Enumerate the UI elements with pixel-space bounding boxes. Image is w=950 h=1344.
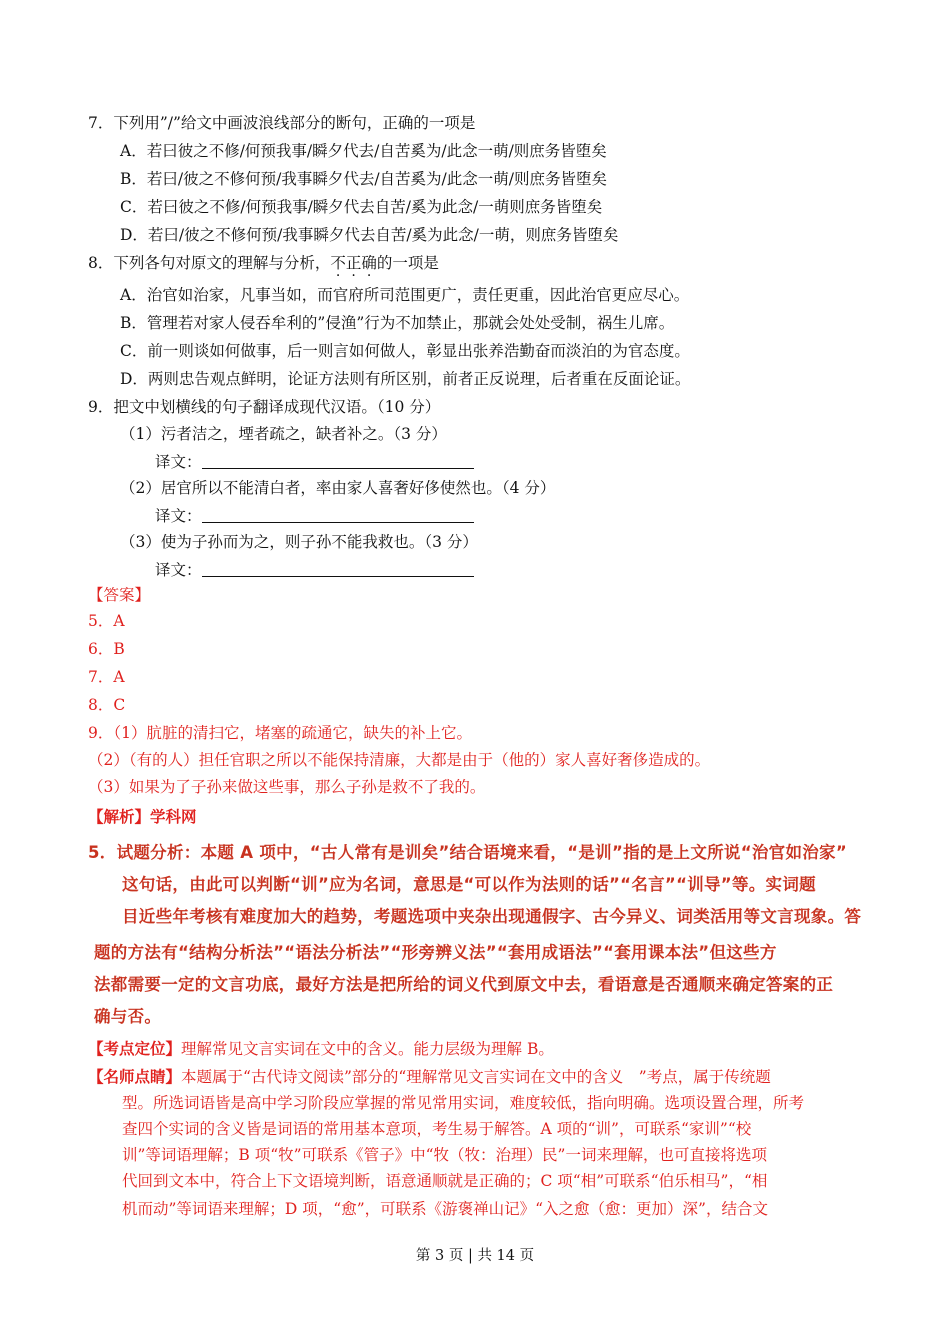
- analysis-scan-line: 5．试题分析：本题 A 项中，“古人常有是训矣”结合语境来看，“是训”指的是上文所说“治官如治家”: [88, 843, 848, 862]
- q8-option-c: C．前一则谈如何做事，后一则言如何做人，彰显出张养浩勤奋而淡泊的为官态度。: [120, 342, 690, 360]
- translation-blank: [202, 452, 474, 469]
- mingshi-text: 型。所选词语皆是高中学习阶段应掌握的常见常用实词，难度较低，指向明确。选项设置合理，所考: [122, 1094, 805, 1112]
- analysis-scan-line: 这句话，由此可以判断“训”应为名词，意思是“可以作为法则的话”“名言”“训导”等。实词题: [122, 875, 816, 894]
- q9-stem: 9．把文中划横线的句子翻译成现代汉语。（10 分）: [88, 398, 441, 416]
- q7-option-d: D．若曰/彼之不修何预/我事瞬夕代去自苦/奚为此念/一萌，则庶务皆堕矣: [120, 226, 619, 244]
- answer-item: 7．A: [88, 668, 125, 686]
- q7-stem: 7．下列用”/”给文中画波浪线部分的断句，正确的一项是: [88, 114, 476, 132]
- q8-emph-1: 不: [330, 254, 346, 272]
- answer-item: 5．A: [88, 612, 125, 630]
- answer-q9-line: （3）如果为了子孙来做这些事，那么子孙是救不了我的。: [88, 778, 486, 796]
- analysis-scan-line: 确与否。: [94, 1007, 162, 1026]
- mingshi-line: [88, 1066, 771, 1088]
- q8-option-a: A．治官如治家，凡事当如，而官府所司范围更广，责任更重，因此治官更应尽心。: [120, 286, 690, 304]
- q7-option-c: C．若曰彼之不修/何预我事/瞬夕代去自苦/奚为此念/一萌则庶务皆堕矣: [120, 198, 603, 216]
- q8-stem: [88, 252, 439, 274]
- q7-option-b: B．若曰/彼之不修何预/我事瞬夕代去/自苦奚为/此念一萌/则庶务皆堕矣: [120, 170, 608, 188]
- q9-item-2: （2）居官所以不能清白者，率由家人喜奢好侈使然也。（4 分）: [120, 479, 556, 497]
- answer-q9-line: （2）（有的人）担任官职之所以不能保持清廉，大都是由于（他的）家人喜好奢侈造成的。: [88, 751, 711, 769]
- mingshi-text: 查四个实词的含义皆是词语的常用基本意项，考生易于解答。A 项的“训”，可联系“家训”“校: [122, 1120, 752, 1138]
- mingshi-text: 本题属于“古代诗文阅读”部分的“理解常见文言实词在文中的含义 ”考点，属于传统题: [181, 1068, 771, 1086]
- q8-option-b: B．管理若对家人侵吞牟利的”侵渔”行为不加禁止，那就会处处受制，祸生儿席。: [120, 314, 675, 332]
- answer-heading: 【答案】: [88, 586, 151, 604]
- q9-translation-1: [155, 451, 474, 473]
- translation-label: 译文：: [155, 453, 202, 471]
- q8-stem-before: 8．下列各句对原文的理解与分析，: [88, 254, 331, 272]
- q9-item-3: （3）使为子孙而为之，则子孙不能我救也。（3 分）: [120, 533, 478, 551]
- q9-item-1: （1）污者洁之，堙者疏之，缺者补之。（3 分）: [120, 425, 447, 443]
- analysis-heading: 【解析】学科网: [88, 807, 197, 826]
- kaodian-text: 理解常见文言实词在文中的含义。能力层级为理解 B。: [181, 1040, 554, 1058]
- translation-label: 译文：: [155, 507, 202, 525]
- q8-stem-after: 的一项是: [376, 254, 439, 272]
- page-footer: 第 3 页 | 共 14 页: [415, 1248, 535, 1264]
- q8-option-d: D．两则忠告观点鲜明，论证方法则有所区别，前者正反说理，后者重在反面论证。: [120, 370, 691, 388]
- analysis-scan-line: 目近些年考核有难度加大的趋势，考题选项中夹杂出现通假字、古今异义、词类活用等文言现象。答: [122, 907, 862, 926]
- q9-translation-2: [155, 505, 474, 527]
- mingshi-text: 机而动”等词语来理解；D 项，“愈”，可联系《游褒禅山记》“入之愈（愈：更加）深”，结合文: [122, 1200, 768, 1218]
- analysis-scan-line: 法都需要一定的文言功底，最好方法是把所给的词义代到原文中去，看语意是否通顺来确定答案的正: [94, 975, 834, 994]
- q9-translation-3: [155, 559, 474, 581]
- q8-emph-2: 正: [345, 254, 362, 272]
- analysis-scan-line: 题的方法有“结构分析法”“语法分析法”“形旁辨义法”“套用成语法”“套用课本法”但这些方: [94, 943, 777, 962]
- translation-label: 译文：: [155, 561, 202, 579]
- q8-emph-3: 确: [361, 254, 377, 272]
- answer-item: 6．B: [88, 640, 125, 658]
- kaodian-line: [88, 1038, 554, 1060]
- kaodian-label: 【考点定位】: [88, 1039, 182, 1058]
- mingshi-text: 代回到文本中，符合上下文语境判断，语意通顺就是正确的；C 项“相”可联系“伯乐相马”，“相: [122, 1172, 768, 1190]
- mingshi-text: 训”等词语理解；B 项“牧”可联系《管子》中“牧（牧：治理）民”一词来理解，也可直接将选项: [122, 1146, 767, 1164]
- q7-option-a: A．若曰彼之不修/何预我事/瞬夕代去/自苦奚为/此念一萌/则庶务皆堕矣: [120, 142, 607, 160]
- answer-q9-line: 9．（1）肮脏的清扫它，堵塞的疏通它，缺失的补上它。: [88, 724, 472, 742]
- mingshi-label: 【名师点睛】: [88, 1067, 182, 1086]
- answer-item: 8．C: [88, 696, 126, 714]
- translation-blank: [202, 560, 474, 577]
- translation-blank: [202, 506, 474, 523]
